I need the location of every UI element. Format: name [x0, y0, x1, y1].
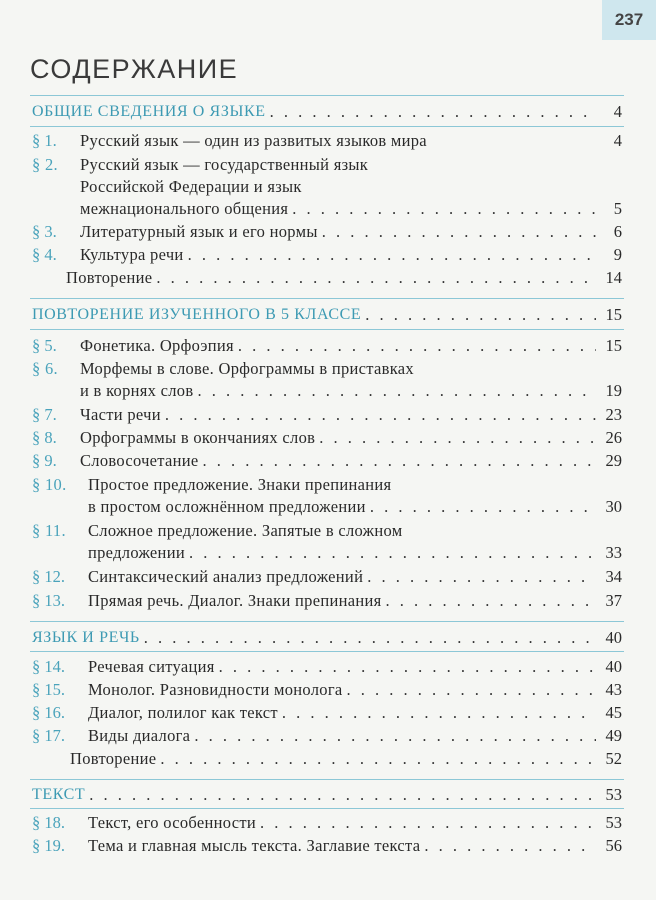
entry-title: Русский язык — один из развитых языков мира — [80, 131, 427, 150]
entry-title-line: в простом осложнённом предложении — [88, 497, 366, 516]
paragraph-number: § 15. — [32, 680, 65, 699]
leader-dots — [270, 101, 596, 123]
leader-dots — [156, 267, 596, 289]
paragraph-number: § 2. — [32, 155, 58, 174]
leader-dots — [322, 221, 596, 243]
leader-dots — [160, 748, 596, 770]
entry-title: Морфемы в слове. Орфограммы в приставках — [80, 359, 414, 378]
toc-entry-last-line — [80, 380, 622, 402]
toc-entry[interactable] — [32, 725, 622, 747]
leader-dots — [292, 198, 596, 220]
section-divider — [30, 808, 624, 809]
entry-title: Повторение — [66, 268, 153, 287]
leader-dots — [260, 812, 596, 834]
section-divider — [30, 95, 624, 96]
leader-dots — [89, 784, 596, 806]
leader-dots — [370, 496, 596, 518]
leader-dots — [319, 427, 596, 449]
paragraph-number: § 9. — [32, 451, 57, 470]
page-ref: 52 — [605, 749, 622, 768]
paragraph-number: § 16. — [32, 703, 65, 722]
leader-dots — [367, 566, 596, 588]
page-ref: 29 — [605, 451, 622, 470]
section-divider — [30, 621, 624, 622]
toc-entry[interactable] — [32, 358, 552, 380]
toc-section-heading[interactable] — [32, 784, 622, 806]
section-heading-text: ОБЩИЕ СВЕДЕНИЯ О ЯЗЫКЕ — [32, 103, 266, 120]
page-ref: 49 — [605, 726, 622, 745]
leader-dots — [194, 725, 596, 747]
paragraph-number: § 18. — [32, 813, 65, 832]
page-ref: 23 — [605, 405, 622, 424]
toc-entry[interactable] — [32, 656, 622, 678]
paragraph-number: § 1. — [32, 131, 57, 150]
entry-title-line: Российской Федерации и язык — [80, 177, 302, 196]
page-ref: 15 — [605, 336, 622, 355]
toc-entry[interactable] — [32, 221, 622, 243]
toc-entry[interactable] — [32, 474, 552, 496]
page-ref: 40 — [605, 657, 622, 676]
leader-dots — [238, 335, 596, 357]
entry-title-line: и в корнях слов — [80, 381, 194, 400]
section-heading-text: ЯЗЫК И РЕЧЬ — [32, 629, 140, 646]
entry-title: Части речи — [80, 405, 161, 424]
toc-section-heading[interactable] — [32, 627, 622, 649]
page-ref: 34 — [605, 567, 622, 586]
entry-title: Речевая ситуация — [88, 657, 215, 676]
toc-entry[interactable] — [32, 702, 622, 724]
toc-entry[interactable] — [32, 812, 622, 834]
entry-title: Литературный язык и его нормы — [80, 222, 318, 241]
entry-title: Текст, его особенности — [88, 813, 256, 832]
leader-dots — [188, 244, 596, 266]
leader-dots — [282, 702, 596, 724]
entry-title-line: межнационального общения — [80, 199, 289, 218]
entry-title: Культура речи — [80, 245, 184, 264]
entry-title: Повторение — [70, 749, 157, 768]
page-ref: 4 — [613, 131, 622, 150]
entry-title: Тема и главная мысль текста. Заглавие текста — [88, 836, 421, 855]
page-number: 237 — [602, 0, 656, 40]
entry-title: Монолог. Разновидности монолога — [88, 680, 343, 699]
paragraph-number: § 14. — [32, 657, 65, 676]
page-ref: 56 — [605, 836, 622, 855]
leader-dots — [165, 404, 596, 426]
leader-dots — [203, 450, 596, 472]
page-ref: 53 — [605, 813, 622, 832]
page-ref: 14 — [605, 268, 622, 287]
leader-dots — [189, 542, 596, 564]
toc-entry[interactable] — [32, 335, 622, 357]
leader-dots — [365, 304, 596, 326]
toc-entry[interactable] — [32, 404, 622, 426]
entry-title: Синтаксический анализ предложений — [88, 567, 364, 586]
entry-title: Виды диалога — [88, 726, 191, 745]
page-ref: 6 — [613, 222, 622, 241]
toc-entry[interactable] — [32, 450, 622, 472]
entry-title: Русский язык — государственный язык — [80, 155, 369, 174]
entry-title: Прямая речь. Диалог. Знаки препинания — [88, 591, 382, 610]
page-ref: 9 — [613, 245, 622, 264]
section-heading-text: ПОВТОРЕНИЕ ИЗУЧЕННОГО В 5 КЛАССЕ — [32, 306, 362, 323]
paragraph-number: § 10. — [32, 475, 67, 494]
page-ref: 53 — [605, 785, 622, 804]
section-divider — [30, 126, 624, 127]
toc-entry[interactable] — [32, 154, 552, 176]
paragraph-number: § 19. — [32, 836, 65, 855]
page-ref: 43 — [605, 680, 622, 699]
page-ref: 45 — [605, 703, 622, 722]
toc-entry[interactable] — [70, 748, 622, 770]
section-divider — [30, 651, 624, 652]
toc-entry-last-line — [88, 542, 622, 564]
leader-dots — [144, 627, 596, 649]
toc-entry[interactable] — [32, 566, 622, 588]
toc-entry-last-line — [88, 496, 622, 518]
leader-dots — [424, 835, 596, 857]
section-divider — [30, 298, 624, 299]
toc-section-heading[interactable] — [32, 101, 622, 123]
page-ref: 19 — [605, 381, 622, 400]
entry-title-line: предложении — [88, 543, 185, 562]
page-ref: 15 — [605, 305, 622, 324]
paragraph-number: § 4. — [32, 245, 57, 264]
entry-title: Фонетика. Орфоэпия — [80, 336, 234, 355]
page-ref: 40 — [605, 628, 622, 647]
page-ref: 37 — [605, 591, 622, 610]
toc-entry[interactable] — [32, 244, 622, 266]
paragraph-number: § 7. — [32, 405, 57, 424]
paragraph-number: § 13. — [32, 591, 65, 610]
entry-title: Простое предложение. Знаки препинания — [88, 475, 392, 494]
leader-dots — [386, 590, 596, 612]
toc-entry[interactable] — [32, 520, 552, 542]
page-ref: 4 — [613, 102, 622, 121]
section-divider — [30, 779, 624, 780]
toc-entry[interactable] — [32, 130, 622, 152]
entry-title: Сложное предложение. Запятые в сложном — [88, 521, 403, 540]
toc-entry[interactable] — [32, 427, 622, 449]
toc-section-heading[interactable] — [32, 304, 622, 326]
paragraph-number: § 17. — [32, 726, 65, 745]
toc-entry[interactable] — [32, 679, 622, 701]
leader-dots — [197, 380, 596, 402]
entry-title: Диалог, полилог как текст — [88, 703, 278, 722]
section-divider — [30, 329, 624, 330]
page-ref: 26 — [605, 428, 622, 447]
page-ref: 33 — [605, 543, 622, 562]
page-ref: 30 — [605, 497, 622, 516]
paragraph-number: § 12. — [32, 567, 65, 586]
section-heading-text: ТЕКСТ — [32, 786, 86, 803]
paragraph-number: § 6. — [32, 359, 58, 378]
page-ref: 5 — [613, 199, 622, 218]
entry-title: Орфограммы в окончаниях слов — [80, 428, 316, 447]
entry-title: Словосочетание — [80, 451, 199, 470]
paragraph-number: § 8. — [32, 428, 57, 447]
toc-entry[interactable] — [32, 835, 622, 857]
paragraph-number: § 11. — [32, 521, 66, 540]
leader-dots — [347, 679, 596, 701]
leader-dots — [219, 656, 596, 678]
paragraph-number: § 5. — [32, 336, 57, 355]
paragraph-number: § 3. — [32, 222, 57, 241]
page-title: СОДЕРЖАНИЕ — [30, 54, 239, 84]
toc-entry-last-line — [80, 198, 622, 220]
toc-entry[interactable] — [32, 590, 622, 612]
toc-entry[interactable] — [66, 267, 622, 289]
